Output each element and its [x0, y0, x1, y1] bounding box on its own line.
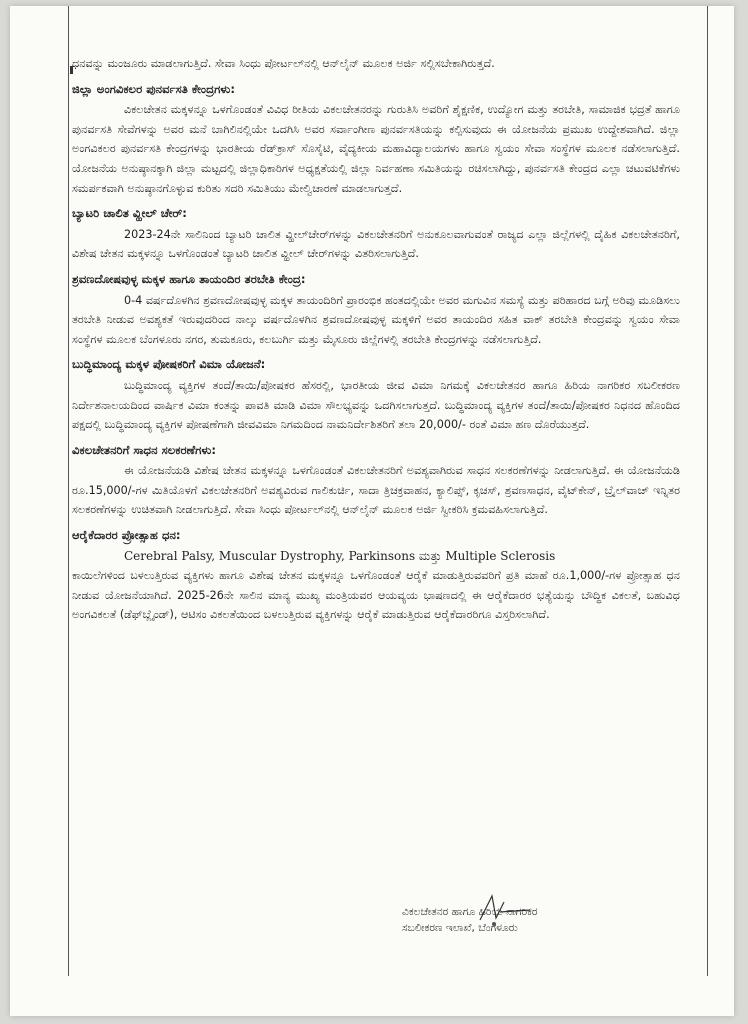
- document-body: [72, 54, 680, 625]
- section-body-caregiver-diseases: Cerebral Palsy, Muscular Dystrophy, Parkinsons ಮತ್ತು Multiple Sclerosis: [124, 548, 556, 563]
- signature-line-2: ಸಬಲೀಕರಣ ಇಲಾಖೆ, ಬೆಂಗಳೂರು: [402, 922, 518, 934]
- right-margin-line: [707, 6, 708, 976]
- section-body-insurance: ಬುದ್ಧಿಮಾಂದ್ಯ ವ್ಯಕ್ತಿಗಳ ತಂದೆ/ತಾಯಿ/ಪೋಷಕರ ಹೆಸರಲ್ಲಿ, ಭಾರತೀಯ ಜೀವ ವಿಮಾ ನಿಗಮಕ್ಕೆ ವಿಕಲಚೇತನರ ಹಾಗೂ ಹಿರಿಯ ನಾಗರಿಕರ ಸಬಲೀಕರಣ ನಿರ್ದೇಶನಾಲಯದಿಂದ ವಾರ್ಷಿಕ ವಿಮಾ ಕಂತನ್ನು ಪಾವತಿ ಮಾಡಿ ವಿಮಾ ಸೌಲಭ್ಯವನ್ನು ಒದಗಿಸಲಾಗುತ್ತದೆ. ಬುದ್ಧಿಮಾಂದ್ಯ ವ್ಯಕ್ತಿಗಳ ತಂದೆ/ತಾಯಿ/ಪೋಷಕರ ನಿಧನದ ಹೊಂದಿದ ಪಕ್ಷದಲ್ಲಿ ಬುದ್ಧಿಮಾಂದ್ಯ ವ್ಯಕ್ತಿಗಳ ಪೋಷಣೆಗಾಗಿ ಜೀವವಿಮಾ ನಿಗಮದಿಂದ ನಾಮನಿರ್ದೇಶಿತರಿಗೆ ತಲಾ 20,000/- ರಂತೆ ವಿಮಾ ಹಣ ದೊರೆಯುತ್ತದೆ.: [72, 378, 680, 432]
- section-heading-hearing-training: ಶ್ರವಣದೋಷವುಳ್ಳ ಮಕ್ಕಳ ಹಾಗೂ ತಾಯಂದಿರ ತರಬೇತಿ ಕೇಂದ್ರ:: [72, 271, 306, 286]
- section-heading-aids: ವಿಕಲಚೇತನರಿಗೆ ಸಾಧನ ಸಲಕರಣೆಗಳು:: [72, 442, 216, 457]
- intro-paragraph: ಧನವನ್ನು ಮಂಜೂರು ಮಾಡಲಾಗುತ್ತಿದೆ. ಸೇವಾ ಸಿಂಧು ಪೋರ್ಟಲ್‌ನಲ್ಲಿ ಆನ್‌ಲೈನ್ ಮೂಲಕ ಅರ್ಜಿ ಸಲ್ಲಿಸಬೇಕಾಗಿರುತ್ತದೆ.: [72, 57, 495, 70]
- signature-line-1: ವಿಕಲಚೇತನರ ಹಾಗೂ ಹಿರಿಯ ನಾಗರಿಕರ: [402, 906, 538, 918]
- section-body-hearing-training: 0-4 ವರ್ಷದೊಳಗಿನ ಶ್ರವಣದೋಷವುಳ್ಳ ಮಕ್ಕಳ ತಾಯಂದಿರಿಗೆ ಪ್ರಾರಂಭಿಕ ಹಂತದಲ್ಲಿಯೇ ಅವರ ಮಗುವಿನ ಸಮಸ್ಯೆ ಮತ್ತು ಪರಿಹಾರದ ಬಗ್ಗೆ ಅರಿವು ಮೂಡಿಸಲು ತರಬೇತಿ ನೀಡುವ ಅವಶ್ಯಕತೆ ಇರುವುದರಿಂದ ನಾಲ್ಕು ವರ್ಷದೊಳಗಿನ ಶ್ರವಣದೋಷವುಳ್ಳ ಮಕ್ಕಳಿಗೆ ಅವರ ತಾಯಂದಿರ ಸಹಿತ ವಾಕ್ ತರಬೇತಿ ಕೇಂದ್ರವನ್ನು ಸ್ವಯಂ ಸೇವಾ ಸಂಸ್ಥೆಗಳ ಮೂಲಕ ಬೆಂಗಳೂರು ನಗರ, ತುಮಕೂರು, ಕಲಬುರ್ಗಿ ಮತ್ತು ಮೈಸೂರು ಜಿಲ್ಲೆಗಳಲ್ಲಿ ತರಬೇತಿ ಕೇಂದ್ರಗಳನ್ನು ನಡೆಸಲಾಗುತ್ತಿದೆ.: [72, 293, 680, 346]
- section-body-caregiver: ಕಾಯಿಲೆಗಳಿಂದ ಬಳಲುತ್ತಿರುವ ವ್ಯಕ್ತಿಗಳು ಹಾಗೂ ವಿಶೇಷ ಚೇತನ ಮಕ್ಕಳನ್ನೂ ಒಳಗೊಂಡಂತೆ ಆರೈಕೆ ಮಾಡುತ್ತಿರುವವರಿಗೆ ಪ್ರತಿ ಮಾಹೆ ರೂ.1,000/-ಗಳ ಪ್ರೋತ್ಸಾಹ ಧನ ನೀಡುವ ಯೋಜನೆಯಾಗಿದೆ. 2025-26ನೇ ಸಾಲಿನ ಮಾನ್ಯ ಮುಖ್ಯ ಮಂತ್ರಿಯವರ ಆಯವ್ಯಯ ಭಾಷಣದಲ್ಲಿ ಈ ಆರೈಕೆದಾರರ ಭತ್ಯೆಯನ್ನು ಬೌದ್ಧಿಕ ವಿಕಲತೆ, ಬಹುವಿಧ ಅಂಗವಿಕಲತೆ (ಡೆಫ್‌ಬ್ಲೈಂಡ್), ಆಟಿಸಂ ವಿಕಲತೆಯಿಂದ ಬಳಲುತ್ತಿರುವ ವ್ಯಕ್ತಿಗಳನ್ನು ಆರೈಕೆ ಮಾಡುತ್ತಿರುವ ಆರೈಕೆದಾರರಿಗೂ ವಿಸ್ತರಿಸಲಾಗಿದೆ.: [72, 569, 680, 622]
- section-heading-wheelchair: ಬ್ಯಾಟರಿ ಚಾಲಿತ ವ್ಹೀಲ್ ಚೇರ್:: [72, 206, 187, 221]
- signature-seal: [466, 888, 642, 904]
- section-body-aids: ಈ ಯೋಜನೆಯಡಿ ವಿಶೇಷ ಚೇತನ ಮಕ್ಕಳನ್ನೂ ಒಳಗೊಂಡಂತೆ ವಿಕಲಚೇತನರಿಗೆ ಅವಶ್ಯವಾಗಿರುವ ಸಾಧನ ಸಲಕರಣೆಗಳನ್ನು ನೀಡಲಾಗುತ್ತಿದೆ. ಈ ಯೋಜನೆಯಡಿ ರೂ.15,000/-ಗಳ ಮಿತಿಯೊಳಗೆ ವಿಕಲಚೇತನರಿಗೆ ಅವಶ್ಯವಿರುವ ಗಾಲಿಕುರ್ಚಿ, ಸಾದಾ ತ್ರಿಚಕ್ರವಾಹನ, ಕ್ಯಾಲಿಪ್ಸ್, ಕೃಚಸ್, ಶ್ರವಣಸಾಧನ, ವೈಟ್‌ಕೇನ್, ಬ್ರೈಲ್‌ವಾಚ್ ಇನ್ನಿತರ ಸಲಕರಣೆಗಳನ್ನು ಉಚಿತವಾಗಿ ನೀಡಲಾಗುತ್ತಿದೆ. ಸೇವಾ ಸಿಂಧು ಪೋರ್ಟಲ್‌ನಲ್ಲಿ ಆನ್‌ಲೈನ್ ಮೂಲಕ ಅರ್ಜಿ ಸ್ವೀಕರಿಸಿ ಕ್ರಮವಹಿಸಲಾಗುತ್ತಿದೆ.: [72, 464, 680, 517]
- section-body-district-rehab: ವಿಕಲಚೇತನ ಮಕ್ಕಳನ್ನೂ ಒಳಗೊಂಡಂತೆ ವಿವಿಧ ರೀತಿಯ ವಿಕಲಚೇತನರನ್ನು ಗುರುತಿಸಿ ಅವರಿಗೆ ಶೈಕ್ಷಣಿಕ, ಉದ್ಯೋಗ ಮತ್ತು ತರಬೇತಿ, ಸಾಮಾಜಿಕ ಭದ್ರತೆ ಹಾಗೂ ಪುನರ್ವಸತಿ ಸೇವೆಗಳನ್ನು ಅವರ ಮನೆ ಬಾಗಿಲಿನಲ್ಲಿಯೇ ಒದಗಿಸಿ ಅವರ ಸರ್ವಾಂಗೀಣ ಪುನರ್ವಸತಿಯನ್ನು ಕಲ್ಪಿಸುವುದು ಈ ಯೋಜನೆಯ ಪ್ರಮುಖ ಉದ್ದೇಶವಾಗಿದೆ. ಜಿಲ್ಲಾ ಅಂಗವಿಕಲರ ಪುನರ್ವಸತಿ ಕೇಂದ್ರಗಳನ್ನು ಭಾರತೀಯ ರೆಡ್‌ಕ್ರಾಸ್ ಸೊಸೈಟಿ, ವೈದ್ಯಕೀಯ ಮಹಾವಿದ್ಯಾಲಯಗಳು ಹಾಗೂ ಸ್ವಯಂ ಸೇವಾ ಸಂಸ್ಥೆಗಳ ಮೂಲಕ ನಡೆಸಲಾಗುತ್ತಿದೆ. ಯೋಜನೆಯ ಅನುಷ್ಠಾನಕ್ಕಾಗಿ ಜಿಲ್ಲಾ ಮಟ್ಟದಲ್ಲಿ ಜಿಲ್ಲಾಧಿಕಾರಿಗಳ ಅಧ್ಯಕ್ಷತೆಯಲ್ಲಿ ಜಿಲ್ಲಾ ನಿರ್ವಹಣಾ ಸಮಿತಿಯನ್ನು ರಚಿಸಲಾಗಿದ್ದು, ಪುನರ್ವಸತಿ ಕೇಂದ್ರದ ಎಲ್ಲಾ ಚಟುವಟಿಕೆಗಳು ಸಮರ್ಪಕವಾಗಿ ಅನುಷ್ಠಾನಗೊಳ್ಳುವ ಕುರಿತು ಸದರಿ ಸಮಿತಿಯು ಮೇಲ್ವಿಚಾರಣೆ ಮಾಡಲಾಗುತ್ತದೆ.: [72, 103, 680, 195]
- signature-block: [402, 888, 642, 936]
- section-heading-insurance: ಬುದ್ಧಿಮಾಂದ್ಯ ಮಕ್ಕಳ ಪೋಷಕರಿಗೆ ವಿಮಾ ಯೋಜನೆ:: [72, 357, 266, 372]
- section-heading-district-rehab: ಜಿಲ್ಲಾ ಅಂಗವಿಕಲರ ಪುನರ್ವಸತಿ ಕೇಂದ್ರಗಳು:: [72, 81, 235, 96]
- section-heading-caregiver: ಆರೈಕೆದಾರರ ಪ್ರೋತ್ಸಾಹ ಧನ:: [72, 528, 181, 543]
- left-margin-line: [68, 6, 69, 976]
- section-body-wheelchair: 2023-24ನೇ ಸಾಲಿನಿಂದ ಬ್ಯಾಟರಿ ಚಾಲಿತ ವ್ಹೀಲ್‌ಚೇರ್‌ಗಳನ್ನು ವಿಕಲಚೇತನರಿಗೆ ಅನುಕೂಲವಾಗುವಂತೆ ರಾಜ್ಯದ ಎಲ್ಲಾ ಜಿಲ್ಲೆಗಳಲ್ಲಿ ದೈಹಿಕ ವಿಕಲಚೇತನರಿಗೆ, ವಿಶೇಷ ಚೇತನ ಮಕ್ಕಳನ್ನೂ ಒಳಗೊಂಡಂತೆ ಬ್ಯಾಟರಿ ಚಾಲಿತ ವ್ಹೀಲ್ ಚೇರ್‌ಗಳನ್ನು ವಿತರಿಸಲಾಗುತ್ತಿದೆ.: [72, 227, 680, 261]
